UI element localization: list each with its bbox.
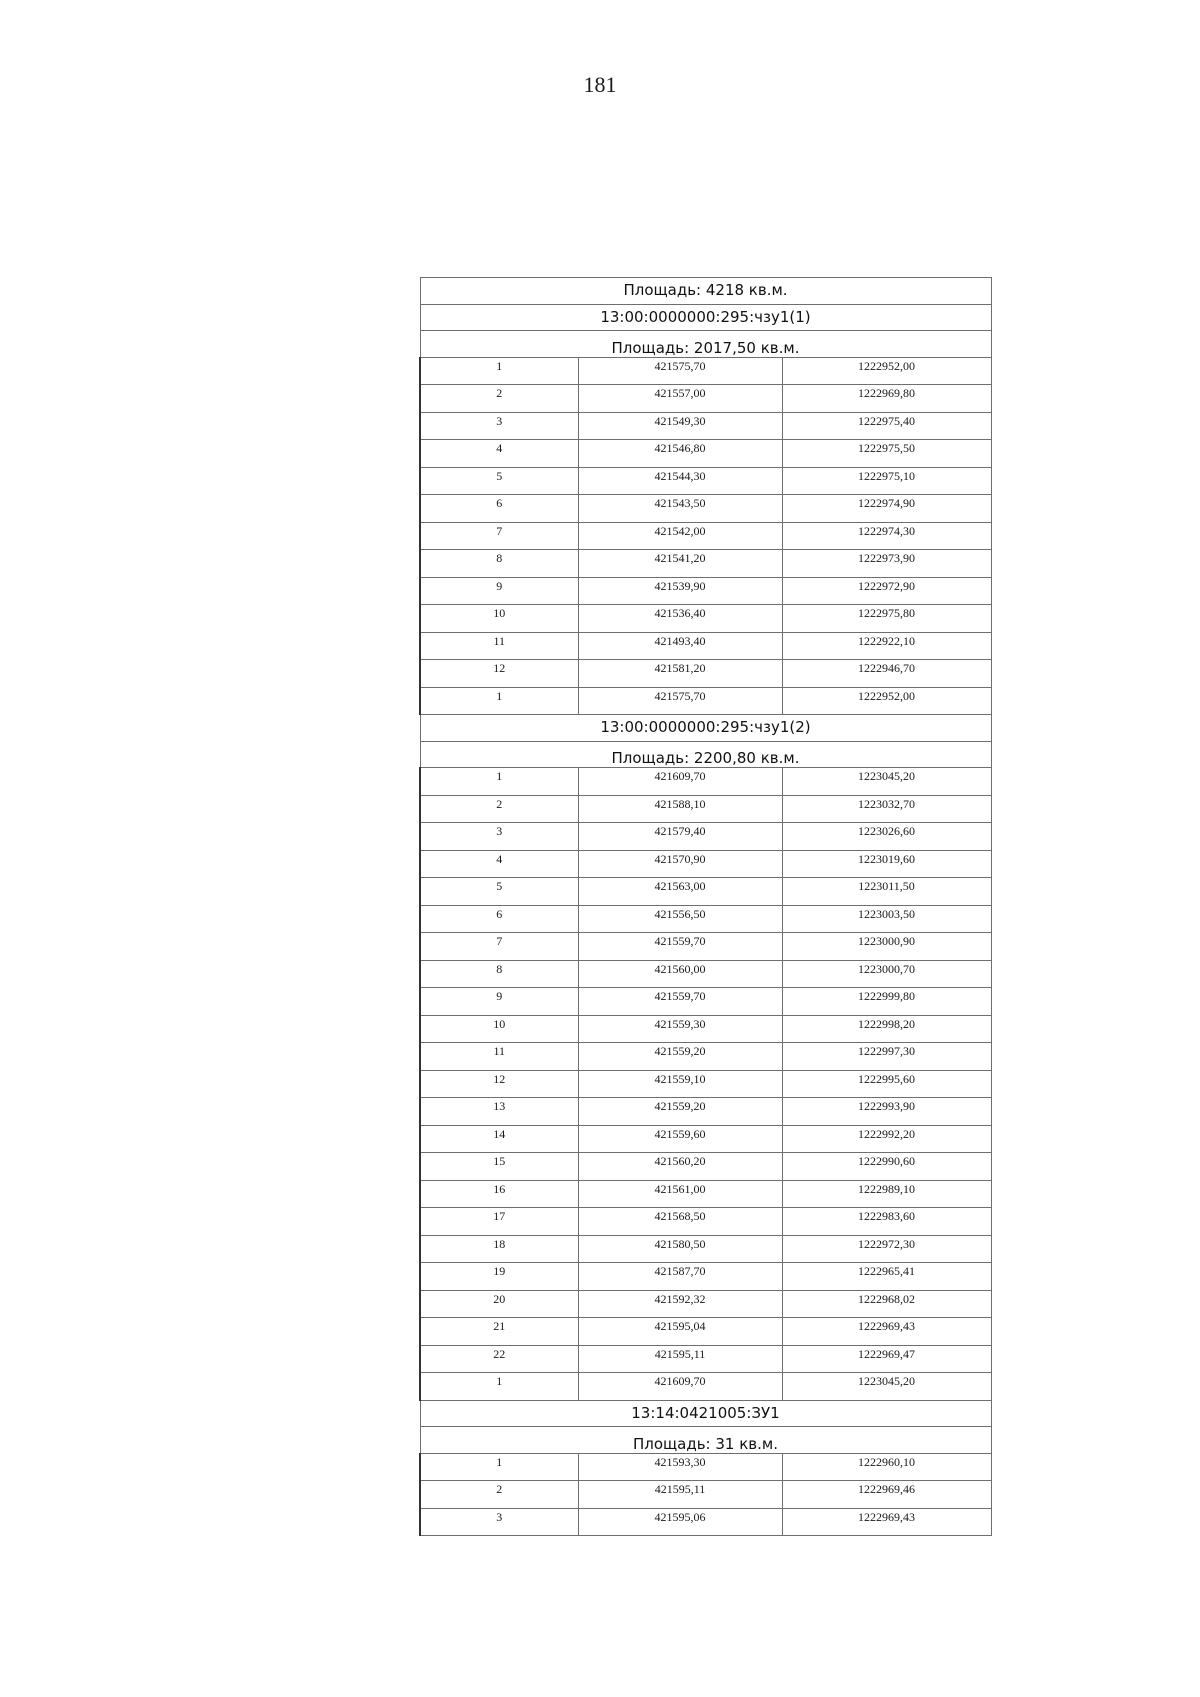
table-row: [420, 440, 991, 468]
coord-y: 1222975,10: [782, 467, 991, 495]
coord-x: 421559,20: [578, 1098, 782, 1126]
point-number: 3: [420, 412, 578, 440]
point-number: 22: [420, 1345, 578, 1373]
coord-y: 1223003,50: [782, 905, 991, 933]
coord-x: 421563,00: [578, 878, 782, 906]
coordinates-table: [419, 277, 992, 1536]
table-row: [420, 1180, 991, 1208]
point-number: 10: [420, 1015, 578, 1043]
table-row: [420, 795, 991, 823]
coord-y: 1222995,60: [782, 1070, 991, 1098]
table-row: [420, 522, 991, 550]
coord-y: 1222952,00: [782, 687, 991, 715]
coord-y: 1222998,20: [782, 1015, 991, 1043]
point-number: 6: [420, 905, 578, 933]
table-row: [420, 768, 991, 796]
point-number: 1: [420, 1453, 578, 1481]
coord-x: 421536,40: [578, 605, 782, 633]
coord-x: 421544,30: [578, 467, 782, 495]
coord-x: 421581,20: [578, 660, 782, 688]
table-row: [420, 1263, 991, 1291]
table-row: [420, 605, 991, 633]
point-number: 4: [420, 440, 578, 468]
coord-x: 421609,70: [578, 768, 782, 796]
point-number: 10: [420, 605, 578, 633]
coord-y: 1223011,50: [782, 878, 991, 906]
point-number: 3: [420, 1508, 578, 1536]
section-area: Площадь: 2200,80 кв.м.: [420, 741, 991, 768]
coord-y: 1222973,90: [782, 550, 991, 578]
table-row: [420, 933, 991, 961]
coord-y: 1223000,90: [782, 933, 991, 961]
point-number: 6: [420, 495, 578, 523]
table-row: [420, 1153, 991, 1181]
coord-x: 421559,70: [578, 933, 782, 961]
section-area-row: [420, 1427, 991, 1454]
table-row: [420, 1043, 991, 1071]
point-number: 12: [420, 1070, 578, 1098]
coord-y: 1222965,41: [782, 1263, 991, 1291]
table-row: [420, 1070, 991, 1098]
point-number: 17: [420, 1208, 578, 1236]
coord-x: 421559,60: [578, 1125, 782, 1153]
section-id: 13:14:0421005:ЗУ1: [420, 1400, 991, 1427]
table-row: [420, 1098, 991, 1126]
table-row: [420, 577, 991, 605]
coord-y: 1222989,10: [782, 1180, 991, 1208]
coord-x: 421595,11: [578, 1345, 782, 1373]
section-area-row: [420, 741, 991, 768]
coord-y: 1223000,70: [782, 960, 991, 988]
coord-x: 421593,30: [578, 1453, 782, 1481]
point-number: 1: [420, 1373, 578, 1401]
section-id-row: [420, 715, 991, 742]
point-number: 15: [420, 1153, 578, 1181]
coord-y: 1222974,90: [782, 495, 991, 523]
table-row: [420, 1373, 991, 1401]
table-row: [420, 988, 991, 1016]
point-number: 16: [420, 1180, 578, 1208]
table-row: [420, 878, 991, 906]
point-number: 2: [420, 795, 578, 823]
coord-y: 1222990,60: [782, 1153, 991, 1181]
coord-y: 1222969,47: [782, 1345, 991, 1373]
coord-y: 1223026,60: [782, 823, 991, 851]
table-row: [420, 687, 991, 715]
point-number: 14: [420, 1125, 578, 1153]
coord-y: 1223019,60: [782, 850, 991, 878]
point-number: 12: [420, 660, 578, 688]
point-number: 5: [420, 878, 578, 906]
table-row: [420, 1508, 991, 1536]
point-number: 7: [420, 522, 578, 550]
coord-x: 421560,00: [578, 960, 782, 988]
coord-x: 421568,50: [578, 1208, 782, 1236]
table-row: [420, 1235, 991, 1263]
coord-x: 421561,00: [578, 1180, 782, 1208]
coord-x: 421595,11: [578, 1481, 782, 1509]
coord-y: 1222992,20: [782, 1125, 991, 1153]
coord-x: 421556,50: [578, 905, 782, 933]
coord-x: 421542,00: [578, 522, 782, 550]
table-row: [420, 1125, 991, 1153]
section-id: 13:00:0000000:295:чзу1(2): [420, 715, 991, 742]
point-number: 7: [420, 933, 578, 961]
point-number: 11: [420, 1043, 578, 1071]
point-number: 2: [420, 385, 578, 413]
coord-y: 1222922,10: [782, 632, 991, 660]
coord-y: 1223045,20: [782, 1373, 991, 1401]
coord-x: 421493,40: [578, 632, 782, 660]
coord-y: 1222969,46: [782, 1481, 991, 1509]
section-area-row: [420, 331, 991, 358]
coord-x: 421549,30: [578, 412, 782, 440]
coord-y: 1223032,70: [782, 795, 991, 823]
coord-y: 1222969,43: [782, 1318, 991, 1346]
point-number: 9: [420, 577, 578, 605]
table-row: [420, 823, 991, 851]
point-number: 8: [420, 550, 578, 578]
point-number: 2: [420, 1481, 578, 1509]
table-row: [420, 1453, 991, 1481]
table-row: [420, 495, 991, 523]
coord-x: 421559,20: [578, 1043, 782, 1071]
coord-x: 421595,06: [578, 1508, 782, 1536]
coord-x: 421579,40: [578, 823, 782, 851]
coord-y: 1222968,02: [782, 1290, 991, 1318]
table-row: [420, 1208, 991, 1236]
point-number: 18: [420, 1235, 578, 1263]
coord-x: 421595,04: [578, 1318, 782, 1346]
point-number: 1: [420, 768, 578, 796]
point-number: 9: [420, 988, 578, 1016]
table-row: [420, 960, 991, 988]
point-number: 19: [420, 1263, 578, 1291]
section-id-row: [420, 304, 991, 331]
point-number: 13: [420, 1098, 578, 1126]
coord-y: 1222974,30: [782, 522, 991, 550]
section-id-row: [420, 1400, 991, 1427]
coord-y: 1222969,43: [782, 1508, 991, 1536]
coord-y: 1222972,30: [782, 1235, 991, 1263]
coord-x: 421559,70: [578, 988, 782, 1016]
coord-x: 421539,90: [578, 577, 782, 605]
point-number: 8: [420, 960, 578, 988]
coord-x: 421575,70: [578, 357, 782, 385]
point-number: 5: [420, 467, 578, 495]
coord-y: 1222960,10: [782, 1453, 991, 1481]
coord-x: 421559,10: [578, 1070, 782, 1098]
point-number: 21: [420, 1318, 578, 1346]
coord-x: 421592,32: [578, 1290, 782, 1318]
table-row: [420, 850, 991, 878]
coord-x: 421580,50: [578, 1235, 782, 1263]
point-number: 11: [420, 632, 578, 660]
coord-x: 421575,70: [578, 687, 782, 715]
table-row: [420, 1015, 991, 1043]
page-number: 181: [583, 72, 617, 97]
table-row: [420, 467, 991, 495]
coord-y: 1222997,30: [782, 1043, 991, 1071]
coord-y: 1222975,50: [782, 440, 991, 468]
coord-y: 1223045,20: [782, 768, 991, 796]
coord-y: 1222993,90: [782, 1098, 991, 1126]
table-row: [420, 357, 991, 385]
point-number: 1: [420, 357, 578, 385]
table-row: [420, 632, 991, 660]
section-area: Площадь: 31 кв.м.: [420, 1427, 991, 1454]
table-row: [420, 1345, 991, 1373]
coord-x: 421543,50: [578, 495, 782, 523]
table-row: [420, 660, 991, 688]
section-area: Площадь: 2017,50 кв.м.: [420, 331, 991, 358]
table-row: [420, 1290, 991, 1318]
point-number: 3: [420, 823, 578, 851]
coord-x: 421588,10: [578, 795, 782, 823]
coord-x: 421587,70: [578, 1263, 782, 1291]
coord-x: 421559,30: [578, 1015, 782, 1043]
coord-x: 421570,90: [578, 850, 782, 878]
coord-x: 421541,20: [578, 550, 782, 578]
table-row: [420, 905, 991, 933]
coord-x: 421560,20: [578, 1153, 782, 1181]
table-row: [420, 412, 991, 440]
total-area-label: Площадь: 4218 кв.м.: [420, 278, 991, 305]
point-number: 4: [420, 850, 578, 878]
coord-y: 1222983,60: [782, 1208, 991, 1236]
point-number: 20: [420, 1290, 578, 1318]
coord-y: 1222975,40: [782, 412, 991, 440]
table-row: [420, 550, 991, 578]
coord-y: 1222975,80: [782, 605, 991, 633]
coord-y: 1222969,80: [782, 385, 991, 413]
coord-y: 1222972,90: [782, 577, 991, 605]
coord-x: 421557,00: [578, 385, 782, 413]
coord-y: 1222946,70: [782, 660, 991, 688]
coord-y: 1222952,00: [782, 357, 991, 385]
point-number: 1: [420, 687, 578, 715]
section-id: 13:00:0000000:295:чзу1(1): [420, 304, 991, 331]
table-row: [420, 385, 991, 413]
coord-y: 1222999,80: [782, 988, 991, 1016]
coord-x: 421546,80: [578, 440, 782, 468]
table-row: [420, 1318, 991, 1346]
coordinates-table-body: [420, 278, 991, 1536]
table-row: [420, 1481, 991, 1509]
coord-x: 421609,70: [578, 1373, 782, 1401]
total-area-row: [420, 278, 991, 305]
